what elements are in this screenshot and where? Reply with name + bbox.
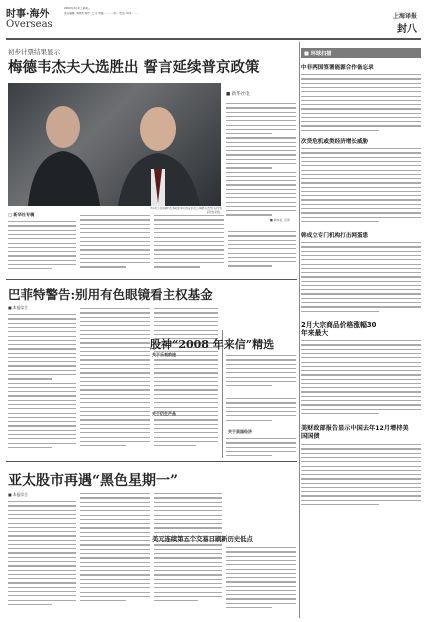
lead-body-col3	[154, 212, 224, 276]
dollar-body	[226, 544, 296, 616]
divider-2	[6, 461, 297, 462]
masthead-rule	[6, 38, 421, 40]
asia-body-col1	[8, 498, 76, 616]
buffett-body-col1	[8, 311, 76, 458]
lead-kicker: 初步计票结果显示	[8, 48, 60, 56]
stock-box-text-1	[226, 352, 296, 392]
sidebar-item-title: 中非两国签署能源合作备忘录	[301, 65, 374, 71]
asia-headline: 亚太股市再遇“黑色星期一”	[8, 473, 179, 489]
photo-figures	[8, 83, 221, 206]
lead-photo-caption: 3月2日,在莫斯科红场附近举行的音乐会上,梅德韦杰夫(右)与普京同台亮相。	[150, 207, 222, 215]
sidebar-item-title: 次贷危机或类经济增长威胁	[301, 139, 369, 145]
sidebar-item-title: 2月大宗商品价格涨幅30年来最大	[301, 321, 377, 337]
lead-right-text	[226, 100, 296, 222]
sidebar-header: ■ 环球扫描	[301, 48, 421, 58]
sidebar-item-text	[301, 71, 421, 133]
sidebar-item-text	[301, 441, 421, 511]
stock-box-headline: 股神“2008 年来信”精选	[150, 338, 275, 351]
sidebar-item-title: 韩成立专门机构打击网蛋患	[301, 233, 369, 239]
stock-box-subhead-1: 关于乐观前途	[152, 352, 176, 357]
section-title-en: Overseas	[6, 19, 53, 30]
asia-body-col3	[154, 490, 222, 616]
sidebar-item-text	[301, 337, 421, 421]
buffett-byline: ■ 本报综合	[8, 305, 28, 310]
dollar-headline: 美元连续第五个交易日刷新历史低点	[152, 536, 253, 543]
sidebar-item-title: 美财政部报告显示中国去年12月增持美国国债	[301, 425, 409, 440]
stock-box-text-3	[226, 435, 296, 457]
section-title-cn: 时事·海外	[6, 9, 50, 20]
sidebar-item-text	[301, 239, 421, 317]
lead-body-col2	[80, 212, 150, 276]
lead-subhead: □ 新华社专稿	[8, 212, 35, 217]
page-label: 封八	[397, 24, 417, 35]
asia-body-col2	[80, 490, 150, 616]
buffett-body-col3	[154, 305, 218, 458]
sidebar-item-text	[301, 145, 421, 227]
lead-headline: 梅德韦杰夫大选胜出 誓言延续普京政策	[8, 59, 260, 76]
asia-byline: ■ 本报综合	[8, 492, 28, 497]
stock-box-subhead-2: 关于衍生产品	[152, 411, 176, 416]
paper-name: 上海译报	[392, 13, 417, 20]
buffett-headline: 巴菲特警告:别用有色眼镜看主权基金	[8, 287, 213, 302]
masthead	[6, 3, 421, 41]
lead-body-col1	[8, 218, 76, 276]
lead-byline: ■ 新华社电	[226, 92, 250, 97]
buffett-body-col2	[80, 305, 150, 458]
lead-side-caption: ■ 新华社 记者	[270, 218, 290, 222]
masthead-meta-2: 责任编辑: 朱晓青 制作: 王 可 电邮: ··········@··· 电话: 021-·······	[64, 12, 138, 15]
column-divider	[299, 42, 300, 618]
lead-body-col4	[228, 228, 296, 276]
stock-box-text-2	[226, 395, 296, 425]
masthead-meta-1: 2009年2月4日 星期三	[64, 7, 91, 10]
divider-1	[6, 279, 297, 280]
stock-box-subhead-3: 关于美国经济	[228, 429, 252, 434]
lead-photo	[8, 83, 221, 206]
sidebar	[301, 48, 421, 618]
